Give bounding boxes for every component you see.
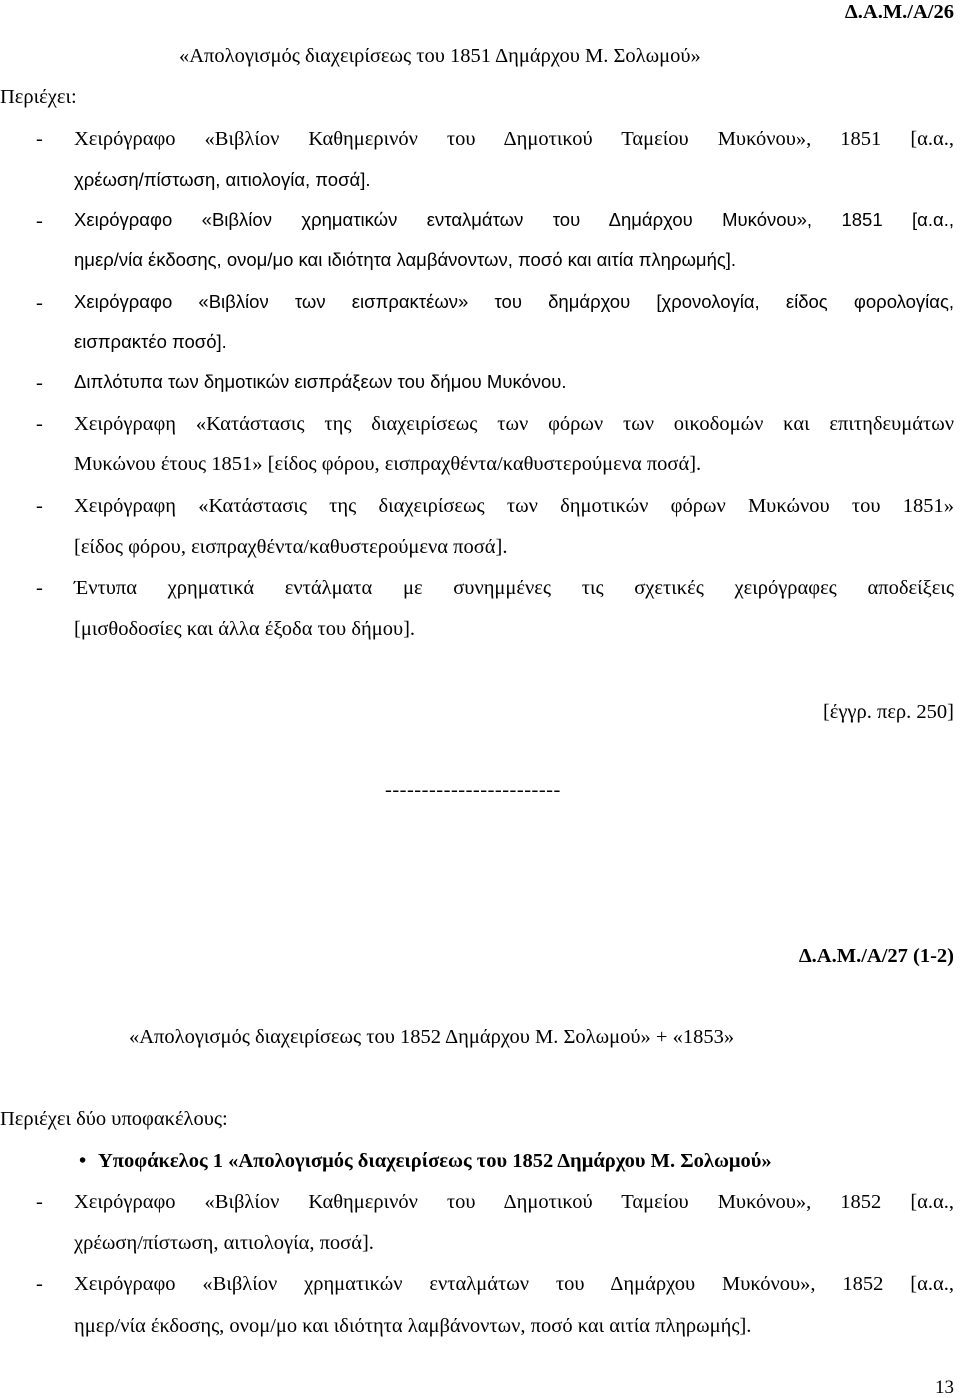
file-code-heading: Δ.Α.Μ./Α/27 (1-2) xyxy=(798,945,954,967)
item-text-line: εισπρακτέο ποσό]. xyxy=(74,331,227,352)
item-text-line: Έντυπα χρηματικά εντάλματα με συνημμένες τις σχετικές χειρόγραφες αποδείξεις xyxy=(74,577,954,599)
item-text-line: Χειρόγραφο «Βιβλίον Καθημερινόν του Δημοτικού Ταμείου Μυκόνου», 1851 [α.α., xyxy=(74,128,954,150)
item-text-line: [μισθοδοσίες και άλλα έξοδα του δήμου]. xyxy=(74,618,416,640)
file-code-heading: Δ.Α.Μ./Α/26 xyxy=(844,1,954,23)
subfolder-title: Υποφάκελος 1 «Απολογισμός διαχειρίσεως του 1852 Δημάρχου Μ. Σολωμού» xyxy=(98,1150,772,1172)
item-text-line: χρέωση/πίστωση, αιτιολογία, ποσά]. xyxy=(74,169,371,190)
file-title: «Απολογισμός διαχειρίσεως του 1852 Δημάρχου Μ. Σολωμού» + «1853» xyxy=(129,1026,735,1048)
item-dash: - xyxy=(36,577,43,599)
item-text-line: [είδος φόρου, εισπραχθέντα/καθυστερούμενα ποσά]. xyxy=(74,536,508,558)
item-text-line: ημερ/νία έκδοσης, ονομ/μο και ιδιότητα λαμβάνοντων, ποσό και αιτία πληρωμής]. xyxy=(74,1315,752,1337)
item-text-line: Χειρόγραφη «Κατάστασις της διαχειρίσεως των φόρων των οικοδομών και επιτηδευμάτων xyxy=(74,413,954,435)
item-text-line: Μυκώνου έτους 1851» [είδος φόρου, εισπραχθέντα/καθυστερούμενα ποσά]. xyxy=(74,453,702,475)
page-number: 13 xyxy=(935,1377,954,1398)
item-text-line: ημερ/νία έκδοσης, ονομ/μο και ιδιότητα λαμβάνοντων, ποσό και αιτία πληρωμής]. xyxy=(74,249,737,270)
item-dash: - xyxy=(36,292,43,314)
contains-label: Περιέχει: xyxy=(0,86,77,108)
item-dash: - xyxy=(36,1273,43,1295)
document-count: [έγγρ. περ. 250] xyxy=(822,701,954,723)
contains-label: Περιέχει δύο υποφακέλους: xyxy=(0,1108,228,1130)
item-dash: - xyxy=(36,128,43,150)
item-dash: - xyxy=(36,495,43,517)
item-dash: - xyxy=(36,372,43,394)
item-text-line: Χειρόγραφη «Κατάστασις της διαχειρίσεως των δημοτικών φόρων Μυκώνου του 1851» xyxy=(74,495,954,517)
item-dash: - xyxy=(36,210,43,232)
file-title: «Απολογισμός διαχειρίσεως του 1851 Δημάρχου Μ. Σολωμού» xyxy=(179,45,701,67)
item-text-line: Χειρόγραφο «Βιβλίον χρηματικών ενταλμάτων του Δημάρχου Μυκόνου», 1851 [α.α., xyxy=(74,209,954,230)
item-text-line: χρέωση/πίστωση, αιτιολογία, ποσά]. xyxy=(74,1232,374,1254)
item-text-line: Χειρόγραφο «Βιβλίον χρηματικών ενταλμάτων του Δημάρχου Μυκόνου», 1852 [α.α., xyxy=(74,1273,954,1295)
section-separator: ------------------------ xyxy=(385,779,561,801)
bullet-icon: • xyxy=(79,1150,87,1172)
item-dash: - xyxy=(36,1191,43,1213)
item-text-line: Χειρόγραφο «Βιβλίον Καθημερινόν του Δημοτικού Ταμείου Μυκόνου», 1852 [α.α., xyxy=(74,1191,954,1213)
item-text-line: Διπλότυπα των δημοτικών εισπράξεων του δήμου Μυκόνου. xyxy=(74,371,567,392)
item-dash: - xyxy=(36,413,43,435)
item-text-line: Χειρόγραφο «Βιβλίον των εισπρακτέων» του δημάρχου [χρονολογία, είδος φορολογίας, xyxy=(74,291,954,312)
